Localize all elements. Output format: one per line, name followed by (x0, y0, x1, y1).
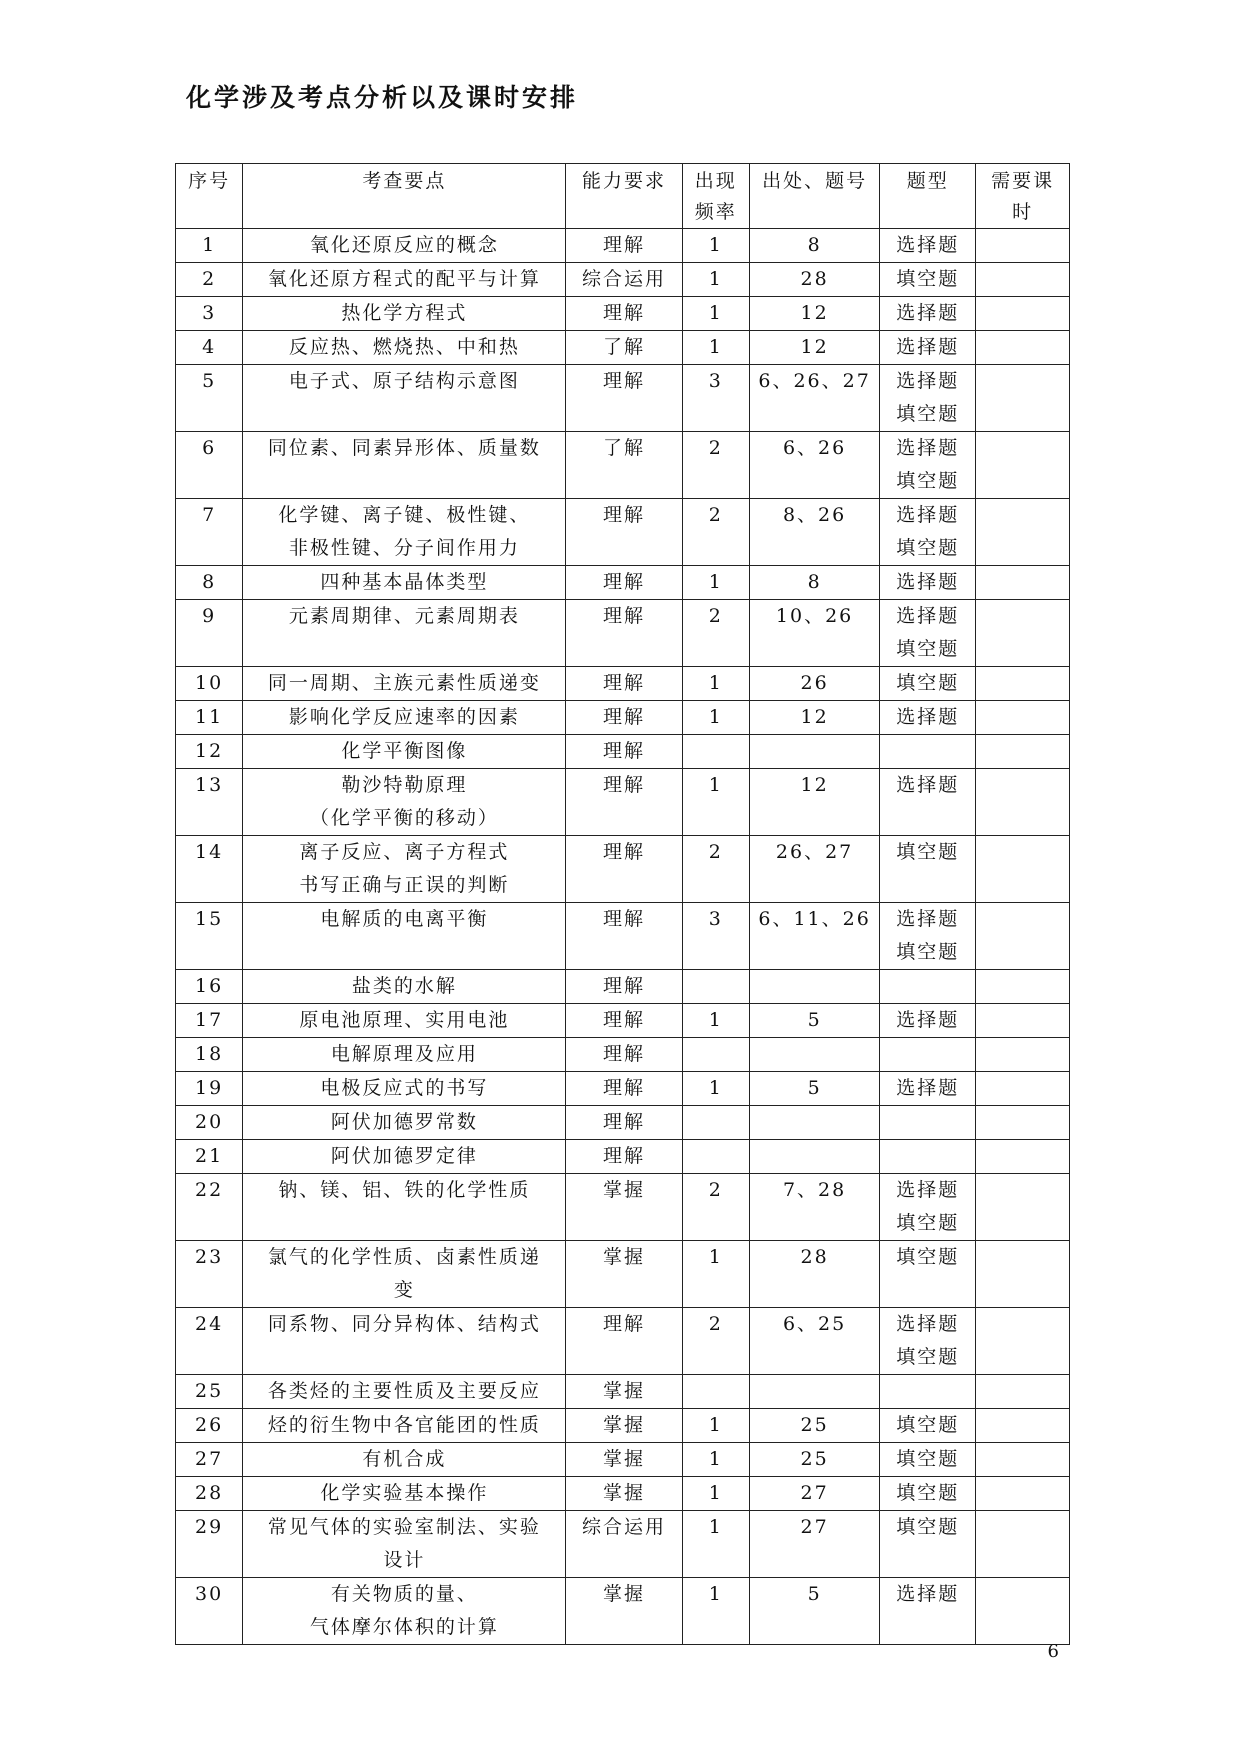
table-row (176, 1072, 1070, 1106)
table-row (176, 701, 1070, 735)
cell-point: 氯气的化学性质、卤素性质递 变 (243, 1241, 566, 1308)
cell-ability: 理解 (566, 1106, 682, 1140)
table-row (176, 1511, 1070, 1578)
cell-question-type: 选择题 (880, 229, 976, 263)
cell-source: 27 (749, 1511, 879, 1578)
table-row (176, 229, 1070, 263)
cell-ability: 综合运用 (566, 263, 682, 297)
cell-seq: 9 (176, 600, 243, 667)
cell-source (749, 1038, 879, 1072)
cell-question-type: 选择题 填空题 (880, 1308, 976, 1375)
cell-source (749, 1106, 879, 1140)
table-row (176, 1443, 1070, 1477)
cell-question-type: 选择题 (880, 769, 976, 836)
cell-question-type: 选择题 填空题 (880, 365, 976, 432)
cell-frequency: 2 (682, 836, 749, 903)
cell-frequency (682, 970, 749, 1004)
cell-question-type: 填空题 (880, 1241, 976, 1308)
cell-ability: 理解 (566, 1004, 682, 1038)
cell-frequency (682, 735, 749, 769)
cell-seq: 4 (176, 331, 243, 365)
table-row (176, 1375, 1070, 1409)
cell-point: 电极反应式的书写 (243, 1072, 566, 1106)
table-row (176, 263, 1070, 297)
cell-ability: 理解 (566, 667, 682, 701)
cell-source: 12 (749, 297, 879, 331)
cell-ability: 掌握 (566, 1409, 682, 1443)
cell-seq: 6 (176, 432, 243, 499)
cell-seq: 16 (176, 970, 243, 1004)
cell-source: 28 (749, 263, 879, 297)
cell-frequency: 1 (682, 566, 749, 600)
cell-required-hours (976, 836, 1070, 903)
cell-seq: 7 (176, 499, 243, 566)
cell-ability: 理解 (566, 769, 682, 836)
cell-ability: 理解 (566, 229, 682, 263)
cell-frequency: 1 (682, 1578, 749, 1645)
cell-question-type (880, 1375, 976, 1409)
table-row (176, 432, 1070, 499)
cell-source: 26 (749, 667, 879, 701)
cell-question-type: 选择题 填空题 (880, 600, 976, 667)
cell-point: 影响化学反应速率的因素 (243, 701, 566, 735)
cell-source: 12 (749, 331, 879, 365)
cell-seq: 18 (176, 1038, 243, 1072)
cell-required-hours (976, 903, 1070, 970)
cell-frequency: 2 (682, 432, 749, 499)
cell-ability: 理解 (566, 365, 682, 432)
table-row (176, 1477, 1070, 1511)
cell-seq: 10 (176, 667, 243, 701)
cell-point: 有机合成 (243, 1443, 566, 1477)
cell-source: 28 (749, 1241, 879, 1308)
cell-point: 阿伏加德罗定律 (243, 1140, 566, 1174)
cell-required-hours (976, 1511, 1070, 1578)
header-frequency: 出现 频率 (682, 164, 749, 229)
table-row (176, 1004, 1070, 1038)
cell-question-type: 选择题 填空题 (880, 1174, 976, 1241)
cell-question-type: 填空题 (880, 1511, 976, 1578)
header-question-type: 题型 (880, 164, 976, 229)
cell-point: 烃的衍生物中各官能团的性质 (243, 1409, 566, 1443)
cell-seq: 24 (176, 1308, 243, 1375)
cell-question-type: 选择题 填空题 (880, 903, 976, 970)
cell-source: 8 (749, 566, 879, 600)
cell-required-hours (976, 297, 1070, 331)
cell-ability: 理解 (566, 1308, 682, 1375)
table-row (176, 600, 1070, 667)
cell-frequency: 1 (682, 667, 749, 701)
cell-seq: 19 (176, 1072, 243, 1106)
table-row (176, 970, 1070, 1004)
cell-seq: 15 (176, 903, 243, 970)
cell-frequency (682, 1375, 749, 1409)
cell-source: 5 (749, 1004, 879, 1038)
cell-point: 电解质的电离平衡 (243, 903, 566, 970)
cell-ability: 掌握 (566, 1174, 682, 1241)
cell-frequency: 2 (682, 1174, 749, 1241)
cell-frequency (682, 1140, 749, 1174)
cell-ability: 综合运用 (566, 1511, 682, 1578)
cell-question-type: 选择题 (880, 331, 976, 365)
cell-seq: 1 (176, 229, 243, 263)
cell-point: 离子反应、离子方程式 书写正确与正误的判断 (243, 836, 566, 903)
cell-frequency: 2 (682, 600, 749, 667)
cell-source: 6、26 (749, 432, 879, 499)
cell-point: 化学平衡图像 (243, 735, 566, 769)
cell-source: 6、11、26 (749, 903, 879, 970)
cell-required-hours (976, 566, 1070, 600)
cell-required-hours (976, 735, 1070, 769)
cell-source: 12 (749, 769, 879, 836)
table-row (176, 1174, 1070, 1241)
cell-ability: 掌握 (566, 1241, 682, 1308)
cell-required-hours (976, 1578, 1070, 1645)
cell-frequency: 1 (682, 769, 749, 836)
cell-ability: 掌握 (566, 1477, 682, 1511)
cell-question-type: 选择题 (880, 1072, 976, 1106)
cell-required-hours (976, 365, 1070, 432)
cell-source (749, 1140, 879, 1174)
page-number: 6 (1047, 1641, 1059, 1662)
header-row (176, 164, 1070, 229)
cell-seq: 17 (176, 1004, 243, 1038)
cell-question-type (880, 1140, 976, 1174)
cell-seq: 12 (176, 735, 243, 769)
cell-frequency: 2 (682, 1308, 749, 1375)
cell-seq: 3 (176, 297, 243, 331)
cell-frequency: 1 (682, 1477, 749, 1511)
cell-question-type: 填空题 (880, 1409, 976, 1443)
table-row (176, 667, 1070, 701)
cell-required-hours (976, 229, 1070, 263)
cell-question-type: 选择题 填空题 (880, 432, 976, 499)
cell-question-type: 选择题 (880, 297, 976, 331)
cell-ability: 理解 (566, 836, 682, 903)
cell-frequency: 1 (682, 701, 749, 735)
cell-frequency: 1 (682, 1443, 749, 1477)
cell-point: 热化学方程式 (243, 297, 566, 331)
cell-point: 勒沙特勒原理 （化学平衡的移动） (243, 769, 566, 836)
cell-point: 钠、镁、铝、铁的化学性质 (243, 1174, 566, 1241)
cell-required-hours (976, 1106, 1070, 1140)
cell-required-hours (976, 1409, 1070, 1443)
table-row (176, 1409, 1070, 1443)
table-row (176, 1140, 1070, 1174)
cell-question-type: 选择题 (880, 566, 976, 600)
cell-frequency: 1 (682, 263, 749, 297)
cell-source: 6、26、27 (749, 365, 879, 432)
cell-point: 氧化还原方程式的配平与计算 (243, 263, 566, 297)
cell-required-hours (976, 701, 1070, 735)
cell-point: 原电池原理、实用电池 (243, 1004, 566, 1038)
cell-required-hours (976, 432, 1070, 499)
cell-point: 同一周期、主族元素性质递变 (243, 667, 566, 701)
cell-frequency: 1 (682, 297, 749, 331)
cell-frequency: 1 (682, 229, 749, 263)
cell-required-hours (976, 1140, 1070, 1174)
cell-seq: 26 (176, 1409, 243, 1443)
cell-required-hours (976, 1038, 1070, 1072)
cell-frequency: 1 (682, 1409, 749, 1443)
cell-required-hours (976, 1174, 1070, 1241)
cell-point: 同位素、同素异形体、质量数 (243, 432, 566, 499)
table-row (176, 836, 1070, 903)
cell-source (749, 735, 879, 769)
cell-point: 电子式、原子结构示意图 (243, 365, 566, 432)
cell-point: 氧化还原反应的概念 (243, 229, 566, 263)
table-row (176, 1308, 1070, 1375)
cell-required-hours (976, 499, 1070, 566)
cell-question-type (880, 735, 976, 769)
header-seq: 序号 (176, 164, 243, 229)
cell-source: 8、26 (749, 499, 879, 566)
cell-frequency (682, 1106, 749, 1140)
cell-seq: 28 (176, 1477, 243, 1511)
cell-seq: 2 (176, 263, 243, 297)
cell-point: 四种基本晶体类型 (243, 566, 566, 600)
cell-ability: 理解 (566, 1072, 682, 1106)
cell-ability: 了解 (566, 331, 682, 365)
cell-required-hours (976, 1443, 1070, 1477)
cell-frequency (682, 1038, 749, 1072)
table-row (176, 735, 1070, 769)
header-point: 考查要点 (243, 164, 566, 229)
cell-source: 26、27 (749, 836, 879, 903)
cell-required-hours (976, 667, 1070, 701)
cell-ability: 理解 (566, 735, 682, 769)
cell-seq: 13 (176, 769, 243, 836)
cell-seq: 5 (176, 365, 243, 432)
table-row (176, 297, 1070, 331)
cell-required-hours (976, 1375, 1070, 1409)
cell-question-type (880, 970, 976, 1004)
cell-required-hours (976, 1308, 1070, 1375)
cell-ability: 理解 (566, 970, 682, 1004)
cell-question-type (880, 1106, 976, 1140)
cell-point: 反应热、燃烧热、中和热 (243, 331, 566, 365)
cell-question-type: 填空题 (880, 1443, 976, 1477)
cell-ability: 掌握 (566, 1578, 682, 1645)
header-required-hours: 需要课 时 (976, 164, 1070, 229)
cell-source: 8 (749, 229, 879, 263)
cell-required-hours (976, 1241, 1070, 1308)
cell-ability: 理解 (566, 499, 682, 566)
cell-seq: 14 (176, 836, 243, 903)
cell-seq: 23 (176, 1241, 243, 1308)
cell-ability: 理解 (566, 903, 682, 970)
cell-required-hours (976, 600, 1070, 667)
cell-required-hours (976, 1004, 1070, 1038)
cell-frequency: 2 (682, 499, 749, 566)
cell-source: 5 (749, 1578, 879, 1645)
cell-frequency: 1 (682, 331, 749, 365)
cell-required-hours (976, 769, 1070, 836)
cell-question-type (880, 1038, 976, 1072)
cell-frequency: 1 (682, 1004, 749, 1038)
cell-source: 27 (749, 1477, 879, 1511)
cell-ability: 理解 (566, 1140, 682, 1174)
header-source: 出处、题号 (749, 164, 879, 229)
cell-source (749, 970, 879, 1004)
cell-ability: 理解 (566, 701, 682, 735)
cell-ability: 理解 (566, 297, 682, 331)
cell-ability: 理解 (566, 566, 682, 600)
cell-source: 5 (749, 1072, 879, 1106)
cell-point: 电解原理及应用 (243, 1038, 566, 1072)
cell-question-type: 选择题 (880, 1578, 976, 1645)
cell-required-hours (976, 1072, 1070, 1106)
cell-point: 阿伏加德罗常数 (243, 1106, 566, 1140)
cell-seq: 29 (176, 1511, 243, 1578)
page-title: 化学涉及考点分析以及课时安排 (186, 83, 579, 112)
table-body (176, 229, 1070, 1645)
cell-question-type: 选择题 (880, 701, 976, 735)
cell-source: 7、28 (749, 1174, 879, 1241)
cell-question-type: 选择题 填空题 (880, 499, 976, 566)
cell-required-hours (976, 263, 1070, 297)
cell-frequency: 3 (682, 903, 749, 970)
table-row (176, 1241, 1070, 1308)
cell-point: 有关物质的量、 气体摩尔体积的计算 (243, 1578, 566, 1645)
table-row (176, 331, 1070, 365)
table-row (176, 499, 1070, 566)
cell-source: 25 (749, 1443, 879, 1477)
table-row (176, 1038, 1070, 1072)
cell-required-hours (976, 1477, 1070, 1511)
cell-seq: 20 (176, 1106, 243, 1140)
cell-point: 同系物、同分异构体、结构式 (243, 1308, 566, 1375)
cell-source: 25 (749, 1409, 879, 1443)
table-row (176, 1106, 1070, 1140)
cell-seq: 8 (176, 566, 243, 600)
cell-source: 6、25 (749, 1308, 879, 1375)
cell-point: 化学实验基本操作 (243, 1477, 566, 1511)
cell-ability: 掌握 (566, 1443, 682, 1477)
cell-seq: 27 (176, 1443, 243, 1477)
cell-required-hours (976, 970, 1070, 1004)
cell-frequency: 1 (682, 1241, 749, 1308)
cell-question-type: 填空题 (880, 667, 976, 701)
cell-point: 化学键、离子键、极性键、 非极性键、分子间作用力 (243, 499, 566, 566)
table-row (176, 903, 1070, 970)
cell-required-hours (976, 331, 1070, 365)
exam-topics-table (175, 163, 1070, 1645)
header-ability: 能力要求 (566, 164, 682, 229)
cell-seq: 11 (176, 701, 243, 735)
table-row (176, 769, 1070, 836)
cell-question-type: 填空题 (880, 836, 976, 903)
cell-ability: 理解 (566, 1038, 682, 1072)
table-row (176, 566, 1070, 600)
cell-ability: 了解 (566, 432, 682, 499)
cell-question-type: 选择题 (880, 1004, 976, 1038)
table-row (176, 365, 1070, 432)
cell-point: 盐类的水解 (243, 970, 566, 1004)
cell-question-type: 填空题 (880, 263, 976, 297)
cell-frequency: 1 (682, 1511, 749, 1578)
cell-seq: 21 (176, 1140, 243, 1174)
table-row (176, 1578, 1070, 1645)
cell-source (749, 1375, 879, 1409)
cell-frequency: 1 (682, 1072, 749, 1106)
cell-point: 各类烃的主要性质及主要反应 (243, 1375, 566, 1409)
cell-source: 10、26 (749, 600, 879, 667)
cell-frequency: 3 (682, 365, 749, 432)
cell-point: 常见气体的实验室制法、实验 设计 (243, 1511, 566, 1578)
cell-seq: 30 (176, 1578, 243, 1645)
cell-source: 12 (749, 701, 879, 735)
cell-point: 元素周期律、元素周期表 (243, 600, 566, 667)
cell-seq: 22 (176, 1174, 243, 1241)
table-header (176, 164, 1070, 229)
cell-seq: 25 (176, 1375, 243, 1409)
cell-question-type: 填空题 (880, 1477, 976, 1511)
cell-ability: 理解 (566, 600, 682, 667)
cell-ability: 掌握 (566, 1375, 682, 1409)
